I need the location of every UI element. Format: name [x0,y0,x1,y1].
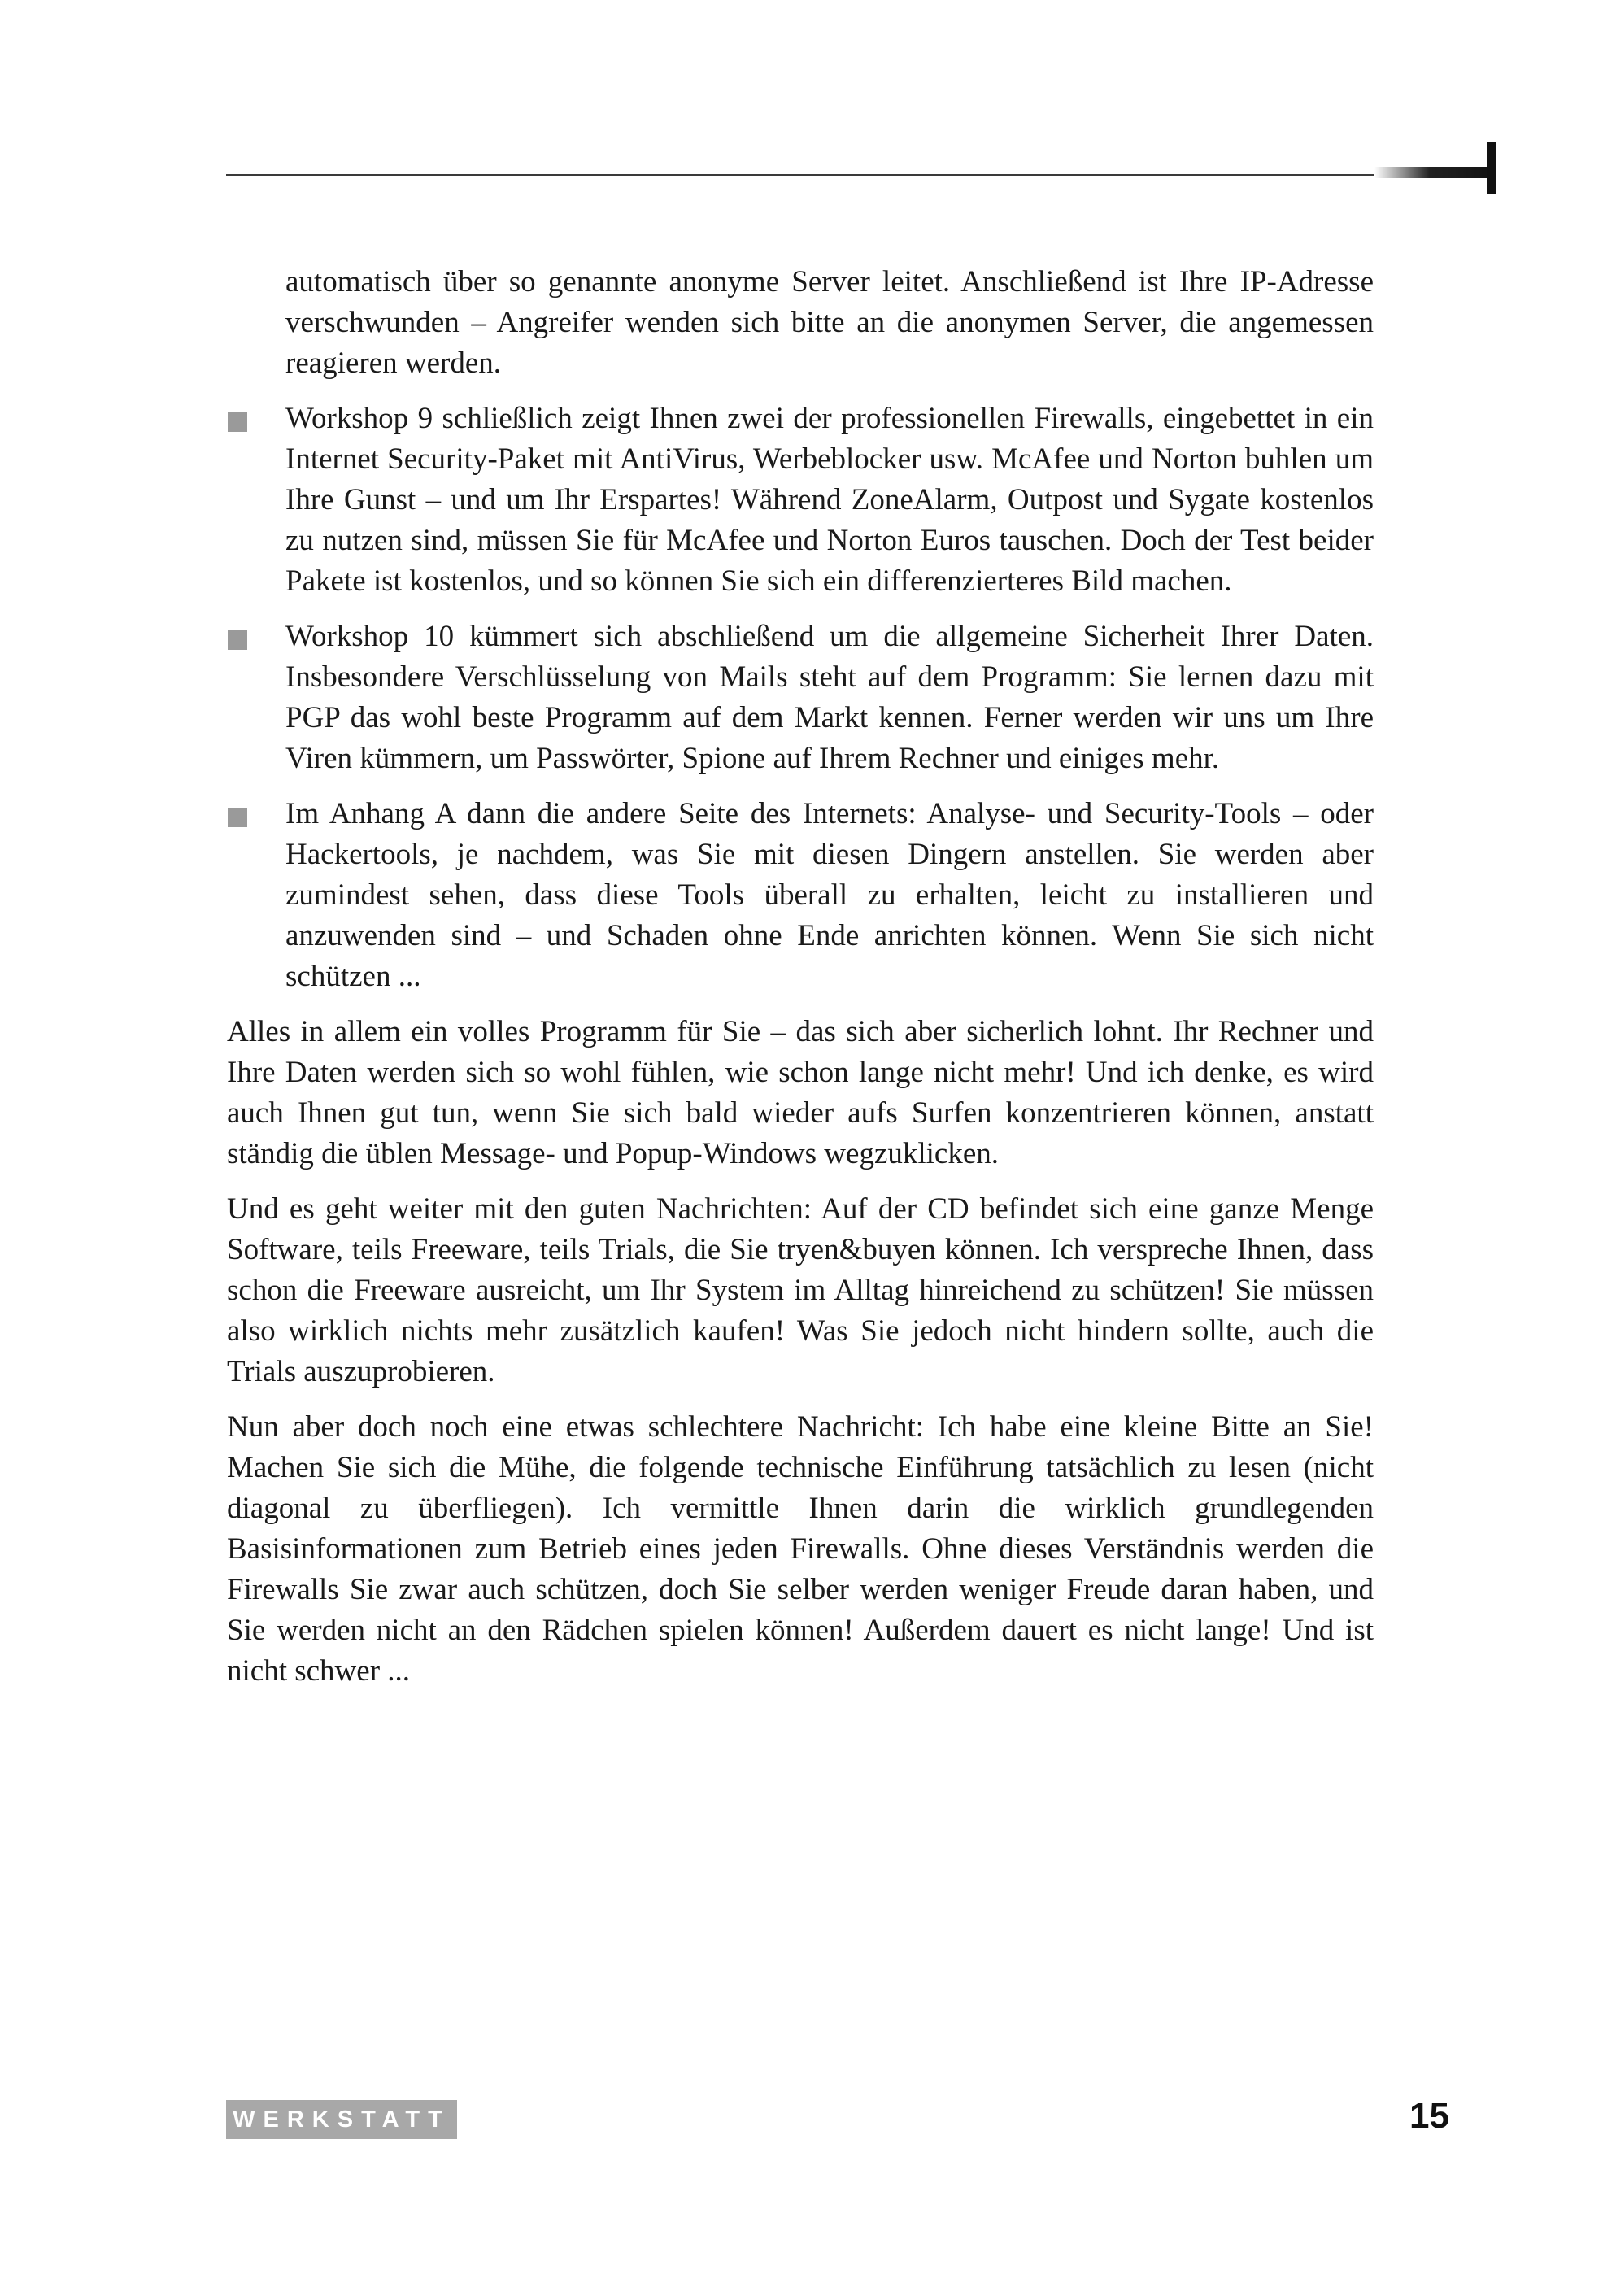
continued-bullet-text: automatisch über so genannte anonyme Server leitet. Anschließend ist Ihre IP-Adresse verschwunden – Angreifer wenden sich bitte an die anonymen Server, die angemessen reagieren werden. [285,265,1374,380]
page-number: 15 [1409,2096,1449,2136]
header-end-tab [1487,142,1496,194]
header-thick-bar [1374,167,1496,178]
body-paragraph: Nun aber doch noch eine etwas schlechtere Nachricht: Ich habe eine kleine Bitte an Sie! Machen Sie sich die Mühe, die folgende technische Einführung tatsächlich zu lesen (nicht diagonal zu überfliegen). Ich vermittle Ihnen darin die wirklich grundlegenden Basisinformationen zum Betrieb eines jeden Firewalls. Ohne dieses Verständnis werden die Firewalls Sie zwar auch schützen, doch Sie selber werden weniger Freude daran haben, und Sie werden nicht an den Rädchen spielen können! Außerdem dauert es nicht lange! Und ist nicht schwer ... [227,1410,1374,1688]
square-bullet-icon [228,808,247,827]
list-item [227,616,1374,779]
page-body [227,262,1374,1706]
publisher-badge: WERKSTATT [226,2100,457,2139]
body-paragraph: Und es geht weiter mit den guten Nachrichten: Auf der CD befindet sich eine ganze Menge Software, teils Freeware, teils Trials, die Sie tryen&buyen können. Ich verspreche Ihnen, dass schon die Freeware ausreicht, um Ihr System im Alltag hinreichend zu schützen! Sie müssen also wirklich nichts mehr zusätzlich kaufen! Was Sie jedoch nicht hindern sollte, auch die Trials auszuprobieren. [227,1192,1374,1388]
square-bullet-icon [228,630,247,650]
body-paragraph: Alles in allem ein volles Programm für Sie – das sich aber sicherlich lohnt. Ihr Rechner und Ihre Daten werden sich so wohl fühlen, wie schon lange nicht mehr! Und ich denke, es wird auch Ihnen gut tun, wenn Sie sich bald wieder aufs Surfen konzentrieren können, anstatt ständig die üblen Message- und Popup-Windows wegzuklicken. [227,1015,1374,1170]
header-rule [226,174,1495,176]
list-item-text: Workshop 9 schließlich zeigt Ihnen zwei der professionellen Firewalls, eingebettet in ein Internet Security-Paket mit AntiVirus, Werbeblocker usw. McAfee und Norton buhlen um Ihre Gunst – und um Ihr Erspartes! Während ZoneAlarm, Outpost und Sygate kostenlos zu nutzen sind, müssen Sie für McAfee und Norton Euros tauschen. Doch der Test beider Pakete ist kostenlos, und so können Sie sich ein differenzierteres Bild machen. [285,402,1374,598]
list-item [227,794,1374,997]
list-item-text: Im Anhang A dann die andere Seite des Internets: Analyse- und Security-Tools – oder Hackertools, je nachdem, was Sie mit diesen Dingern anstellen. Sie werden aber zumindest sehen, dass diese Tools überall zu erhalten, leicht zu installieren und anzuwenden sind – und Schaden ohne Ende anrichten können. Wenn Sie sich nicht schützen ... [285,797,1374,993]
list-item [227,399,1374,602]
square-bullet-icon [228,412,247,432]
list-item-text: Workshop 10 kümmert sich abschließend um die allgemeine Sicherheit Ihrer Daten. Insbesondere Verschlüsselung von Mails steht auf dem Programm: Sie lernen dazu mit PGP das wohl beste Programm auf dem Markt kennen. Ferner werden wir uns um Ihre Viren kümmern, um Passwörter, Spione auf Ihrem Rechner und einiges mehr. [285,620,1374,775]
